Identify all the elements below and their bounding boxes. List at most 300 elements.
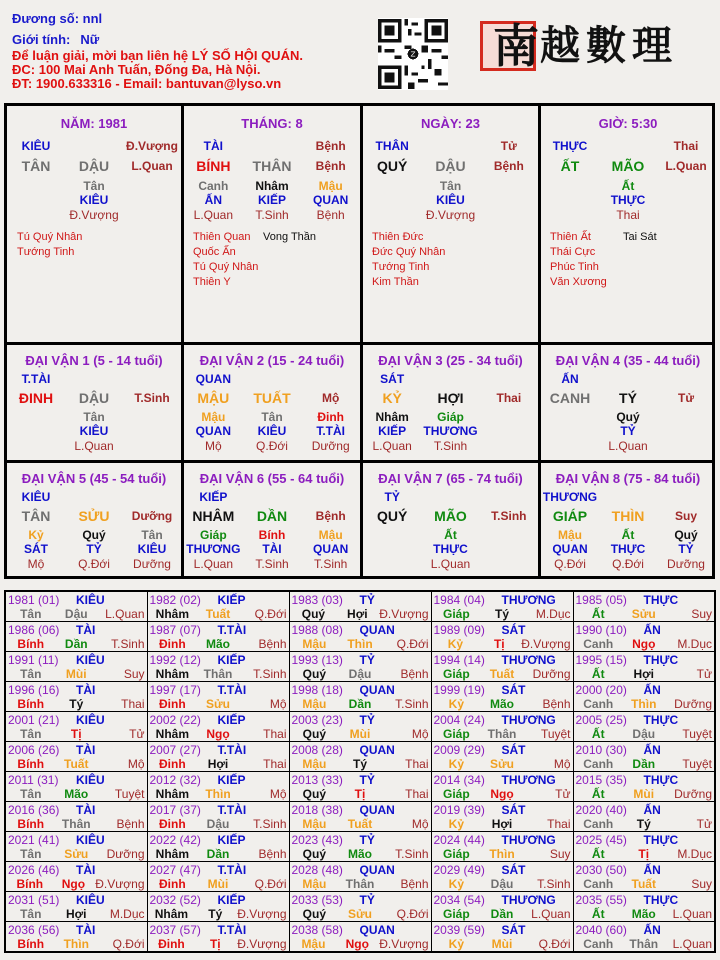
dai-van-title: ĐẠI VẬN 3 (25 - 34 tuổi) [378,353,523,368]
annual-cell[interactable] [431,712,573,742]
earthly-branch: Mão [348,847,372,861]
year-label: 2000 (20) [575,683,627,697]
hidden-ten-god: THỰC [433,542,468,556]
heavenly-stem: Canh [583,757,614,771]
life-stage: Dưỡng [674,787,712,801]
heavenly-stem: Nhâm [155,787,189,801]
year-label: 2036 (56) [8,923,60,937]
ten-god: TỶ [359,893,375,907]
annual-cell[interactable] [5,682,147,712]
earthly-branch: Hợi [207,757,229,771]
hidden-stem: Bính [258,528,286,542]
earthly-branch: TUẤT [253,390,291,406]
hidden-ten-god: KIẾP [378,424,407,438]
star-item: Thiên Đức [372,231,424,243]
table-row [5,742,715,772]
life-stage: Dưỡng [106,847,145,861]
branch-state: Tử [677,391,695,405]
contact-line-3: ĐT: 1900.633316 - Email: bantuvan@lyso.vn [12,76,282,91]
ten-god: KIÊU [21,490,51,504]
life-stage: Thai [121,697,145,711]
heavenly-stem: KỶ [382,390,402,406]
year-label: 2033 (53) [291,893,343,907]
annual-cell[interactable] [289,832,431,862]
earthly-branch: THÂN [252,158,292,174]
earthly-branch: Thìn [631,697,657,711]
annual-cell[interactable] [5,892,147,922]
life-stage: Bệnh [400,667,429,681]
annual-cell[interactable] [289,712,431,742]
ten-god: KIÊU [76,713,105,727]
earthly-branch: Tý [353,757,368,771]
earthly-branch: Sửu [64,847,89,861]
earthly-branch: Thân [629,937,659,951]
star-item: Tai Sát [623,231,657,243]
earthly-branch: Mùi [349,727,371,741]
annual-cell[interactable] [147,622,289,652]
hidden-stem: Tân [439,179,462,193]
earthly-branch: MÃO [611,158,645,174]
ten-god: THỰC [552,139,588,153]
life-stage: Đ.Vượng [237,907,287,921]
dai-van-title: ĐẠI VẬN 7 (65 - 74 tuổi) [378,471,523,486]
ten-god: KIÊU [76,893,105,907]
earthly-branch: Sửu [205,697,231,711]
dai-van-title: ĐẠI VẬN 4 (35 - 44 tuổi) [555,353,701,368]
life-stage: L.Quan [531,907,571,921]
heavenly-stem: Mậu [302,757,327,771]
earthly-branch: Thân [61,817,91,831]
year-label: 2008 (28) [291,743,343,757]
earthly-branch: Ngọ [345,937,369,951]
year-label: 2028 (48) [291,863,343,877]
hidden-state: Q.Đới [612,557,644,571]
pillar-month [184,106,360,342]
annual-cell[interactable] [5,591,147,622]
year-label: 2015 (35) [575,773,627,787]
table-row [5,802,715,832]
ten-god: ẤN [643,623,661,637]
heavenly-stem: GIÁP [552,508,588,524]
life-stage: Q.Đới [538,937,571,951]
year-label: 2020 (40) [575,803,627,817]
annual-cell[interactable] [431,862,573,892]
heavenly-stem: Giáp [443,607,470,621]
earthly-branch: Dậu [490,877,514,891]
ten-god: TÀI [76,923,96,937]
year-label: 1996 (16) [8,683,60,697]
earthly-branch: Tý [208,907,223,921]
life-stage: Bệnh [542,697,571,711]
ten-god: T.TÀI [217,803,247,817]
ten-god: T.TÀI [217,863,247,877]
annual-cell[interactable] [289,862,431,892]
earthly-branch: Thân [345,877,375,891]
earthly-branch: Ngọ [61,877,86,891]
year-label: 2027 (47) [149,863,201,877]
header-info [12,10,303,91]
hidden-stem: Quý [82,528,106,542]
annual-cell[interactable] [573,712,715,742]
year-label: 2002 (22) [149,713,201,727]
qr-code-icon[interactable] [378,18,448,90]
earthly-branch: Tý [495,607,510,621]
annual-cell[interactable] [431,591,573,622]
annual-cell[interactable] [431,622,573,652]
hidden-ten-god: TỶ [620,424,636,438]
inauspicious-stars [263,230,316,245]
annual-cell[interactable] [573,802,715,832]
dai-van-3[interactable] [363,345,538,460]
annual-cell[interactable] [5,862,147,892]
life-stage: Suy [123,667,145,681]
heavenly-stem: Giáp [443,727,470,741]
annual-cell[interactable] [573,591,715,622]
life-stage: Đ.Vượng [379,607,429,621]
hidden-state: L.Quan [372,439,412,453]
life-stage: Suy [691,607,712,621]
ten-god: THƯƠNG [501,653,556,667]
hidden-stem: Tân [83,410,105,424]
annual-cell[interactable] [289,742,431,772]
annual-cell[interactable] [289,772,431,802]
annual-cell[interactable] [289,802,431,832]
hidden-ten-god: QUAN [552,542,588,556]
year-label: 2016 (36) [8,803,60,817]
pillar-title: THÁNG: 8 [241,116,303,131]
year-label: 1985 (05) [575,593,627,607]
ten-god: ẤN [643,923,661,937]
ten-god: TÀI [76,683,96,697]
earthly-branch: Mùi [207,877,229,891]
ten-god: KIẾP [217,713,246,727]
dai-van-4[interactable] [541,345,715,460]
annual-cell[interactable] [147,652,289,682]
hidden-stem: Kỷ [28,528,44,542]
heavenly-stem: Quý [301,607,326,621]
hidden-state: T.Sinh [255,557,289,571]
life-stage: Đ.Vượng [95,877,145,891]
annual-cell[interactable] [147,892,289,922]
table-row [5,652,715,682]
heavenly-stem: Nhâm [155,847,189,861]
earthly-branch: Tý [69,697,84,711]
ten-god: KIÊU [76,773,105,787]
year-label: 2031 (51) [8,893,60,907]
hidden-state: Mộ [204,439,222,453]
annual-cell[interactable] [147,832,289,862]
life-stage: Q.Đới [254,877,287,891]
life-stage: T.Sinh [537,877,571,891]
heavenly-stem: Bính [16,877,44,891]
heavenly-stem: Kỷ [447,637,464,651]
star-item: Văn Xương [550,276,607,288]
ten-god: ẤN [561,372,579,386]
annual-cell[interactable] [5,652,147,682]
heavenly-stem: Ất [591,607,605,621]
dai-van-1[interactable] [7,345,181,460]
star-item: Tướng Tinh [372,261,430,273]
year-label: 2025 (45) [575,833,627,847]
star-item: Đức Quý Nhân [372,246,446,258]
hidden-state: T.Sinh [433,439,468,453]
annual-cell[interactable] [147,712,289,742]
heavenly-stem: Quý [302,907,326,921]
chart-grid [4,103,715,579]
heavenly-stem: Quý [302,847,326,861]
year-label: 1984 (04) [433,593,485,607]
year-label: 2029 (49) [433,863,485,877]
annual-cell[interactable] [5,622,147,652]
ten-god: SÁT [501,803,526,817]
hidden-state: Q.Đới [256,439,288,453]
ten-god: TỶ [359,833,375,847]
earthly-branch: Ngọ [490,787,514,801]
ten-god: TÀI [76,743,96,757]
heavenly-stem: Bính [17,697,45,711]
annual-cell[interactable] [147,922,289,953]
life-stage: Đ.Vượng [521,637,571,651]
life-stage: Tuyệt [114,787,145,801]
heavenly-stem: Kỷ [448,937,464,951]
ten-god: ẤN [643,683,661,697]
earthly-branch: Tuất [205,607,231,621]
annual-cell[interactable] [431,652,573,682]
earthly-branch: Mùi [491,937,513,951]
stem-state: Tử [500,139,517,153]
contact-line-2: ĐC: 100 Mai Anh Tuấn, Đống Đa, Hà Nội. [12,62,261,77]
annual-cell[interactable] [289,682,431,712]
dai-van-8[interactable] [541,463,715,576]
heavenly-stem: Mậu [302,817,327,831]
hidden-state: Dưỡng [667,557,705,571]
annual-cell[interactable] [573,622,715,652]
annual-cell[interactable] [573,682,715,712]
earthly-branch: Dậu [64,607,88,621]
ten-god: TỶ [359,713,375,727]
life-stage: Đ.Vượng [379,937,429,951]
year-label: 2007 (27) [149,743,201,757]
stem-state: Thai [673,139,699,153]
ten-god: SÁT [501,623,526,637]
earthly-branch: Mão [490,697,514,711]
year-label: 2038 (58) [291,923,343,937]
hidden-ten-god: KIẾP [257,193,286,207]
hidden-state: L.Quan [608,439,648,453]
hidden-state: Bệnh [316,208,345,222]
heavenly-stem: Mậu [301,937,326,951]
branch-state: Bệnh [493,159,524,173]
annual-cell[interactable] [431,802,573,832]
hidden-ten-god: TÀI [262,542,282,556]
annual-cell[interactable] [147,591,289,622]
annual-cell[interactable] [289,591,431,622]
star-item: Thái Cực [550,246,596,258]
heavenly-stem: Giáp [443,847,470,861]
life-stage: Đ.Vượng [237,937,287,951]
life-stage: Tử [129,727,145,741]
ten-god: THÂN [375,139,409,153]
heavenly-stem: NHÂM [192,508,235,524]
branch-state: L.Quan [665,159,707,173]
ten-god: QUAN [359,683,395,697]
hidden-stem: Quý [674,528,698,542]
year-label: 1995 (15) [575,653,627,667]
heavenly-stem: ẤT [560,158,580,174]
heavenly-stem: CANH [549,390,591,406]
dai-van-7[interactable] [363,463,538,576]
auspicious-stars [372,230,445,290]
earthly-branch: Dần [490,907,514,921]
year-label: 2014 (34) [433,773,485,787]
year-label: 1998 (18) [291,683,343,697]
annual-cell[interactable] [289,622,431,652]
annual-cell[interactable] [5,832,147,862]
earthly-branch: Tị [209,937,221,951]
life-stage: Bệnh [258,637,287,651]
stem-state: Bệnh [315,139,346,153]
heavenly-stem: Mậu [302,877,327,891]
dai-van-6[interactable] [184,463,360,576]
life-stage: Mộ [269,697,287,711]
heavenly-stem: Quý [302,727,326,741]
earthly-branch: Tị [493,637,505,651]
life-stage: Tuyệt [682,757,712,771]
annual-cell[interactable] [147,742,289,772]
table-row [5,591,715,622]
earthly-branch: Tị [354,787,366,801]
annual-cell[interactable] [431,832,573,862]
annual-cell[interactable] [431,922,573,953]
ten-god: TỶ [359,773,375,787]
heavenly-stem: Đinh [158,937,185,951]
annual-cell[interactable] [147,802,289,832]
life-stage: Suy [549,847,571,861]
earthly-branch: Thìn [63,937,89,951]
dai-van-2[interactable] [184,345,360,460]
annual-cell[interactable] [573,742,715,772]
life-stage: M.Dục [677,847,712,861]
ten-god: THỰC [643,593,679,607]
annual-cell[interactable] [289,892,431,922]
ten-god: T.TÀI [217,923,247,937]
hidden-state: Dưỡng [133,557,171,571]
subject-name: Đương số: nnl [12,11,103,26]
heavenly-stem: Bính [17,757,45,771]
annual-cell[interactable] [431,682,573,712]
year-label: 1999 (19) [433,683,485,697]
annual-cell[interactable] [5,922,147,953]
earthly-branch: DẬU [78,390,110,406]
annual-cell[interactable] [147,772,289,802]
annual-fortune-table [4,590,716,953]
annual-cell[interactable] [5,742,147,772]
annual-cell[interactable] [573,652,715,682]
earthly-branch: Tị [70,727,82,741]
annual-cell[interactable] [573,772,715,802]
year-label: 2030 (50) [575,863,627,877]
earthly-branch: Ngọ [632,637,656,651]
earthly-branch: Dậu [348,667,372,681]
star-item: Tướng Tinh [17,246,75,258]
ten-god: QUAN [359,923,395,937]
star-item: Thiên Ất [550,231,591,243]
hidden-ten-god: THƯƠNG [186,542,241,556]
earthly-branch: Thìn [205,787,231,801]
hidden-ten-god: SÁT [24,542,48,556]
pillar-year [7,106,181,342]
hidden-stem: Quý [616,410,640,424]
heavenly-stem: Kỷ [448,877,464,891]
annual-cell[interactable] [573,922,715,953]
hidden-state: Đ.Vượng [425,208,476,222]
ten-god: TÀI [76,803,96,817]
annual-cell[interactable] [147,862,289,892]
heavenly-stem: BÍNH [196,158,231,174]
annual-cell[interactable] [431,892,573,922]
pillar-title: NGÀY: 23 [421,116,480,131]
ten-god: SÁT [380,372,405,386]
heavenly-stem: Bính [17,637,45,651]
life-stage: Q.Đới [396,637,429,651]
hidden-stem: Canh [198,179,229,193]
annual-cell[interactable] [5,712,147,742]
heavenly-stem: Tân [20,667,42,681]
dai-van-5[interactable] [7,463,181,576]
hidden-state: T.Sinh [255,208,289,222]
annual-cell[interactable] [289,922,431,953]
star-item: Vong Thần [263,231,317,243]
annual-cell[interactable] [431,772,573,802]
heavenly-stem: Nhâm [154,907,189,921]
heavenly-stem: Ất [591,847,605,861]
annual-cell[interactable] [573,892,715,922]
hidden-stem: Tân [141,528,163,542]
stem-state: Đ.Vượng [126,139,178,153]
annual-cell[interactable] [5,802,147,832]
life-stage: Dưỡng [674,697,712,711]
annual-cell[interactable] [573,832,715,862]
hidden-ten-god: KIÊU [137,542,167,556]
annual-cell[interactable] [147,682,289,712]
heavenly-stem: Giáp [443,907,470,921]
life-stage: Bệnh [258,847,287,861]
year-label: 1989 (09) [433,623,485,637]
life-stage: Mộ [411,727,429,741]
annual-cell[interactable] [573,862,715,892]
heavenly-stem: Kỷ [448,757,464,771]
ten-god: KIÊU [76,653,105,667]
year-label: 2017 (37) [149,803,201,817]
life-stage: Thai [405,757,429,771]
hidden-ten-god: TỶ [678,542,694,556]
heavenly-stem: Tân [20,787,42,801]
auspicious-stars [193,230,258,290]
annual-cell[interactable] [289,652,431,682]
year-label: 1988 (08) [291,623,343,637]
star-item: Tú Quý Nhân [17,231,83,243]
hidden-stem: Nhâm [255,179,289,193]
annual-cell[interactable] [431,742,573,772]
hidden-state: T.Sinh [313,557,348,571]
year-label: 1997 (17) [149,683,201,697]
table-row [5,712,715,742]
branch-state: Dưỡng [131,509,173,523]
hidden-state: Thai [616,208,640,222]
annual-cell[interactable] [5,772,147,802]
hidden-ten-god: QUAN [195,424,231,438]
branch-state: T.Sinh [134,391,170,405]
